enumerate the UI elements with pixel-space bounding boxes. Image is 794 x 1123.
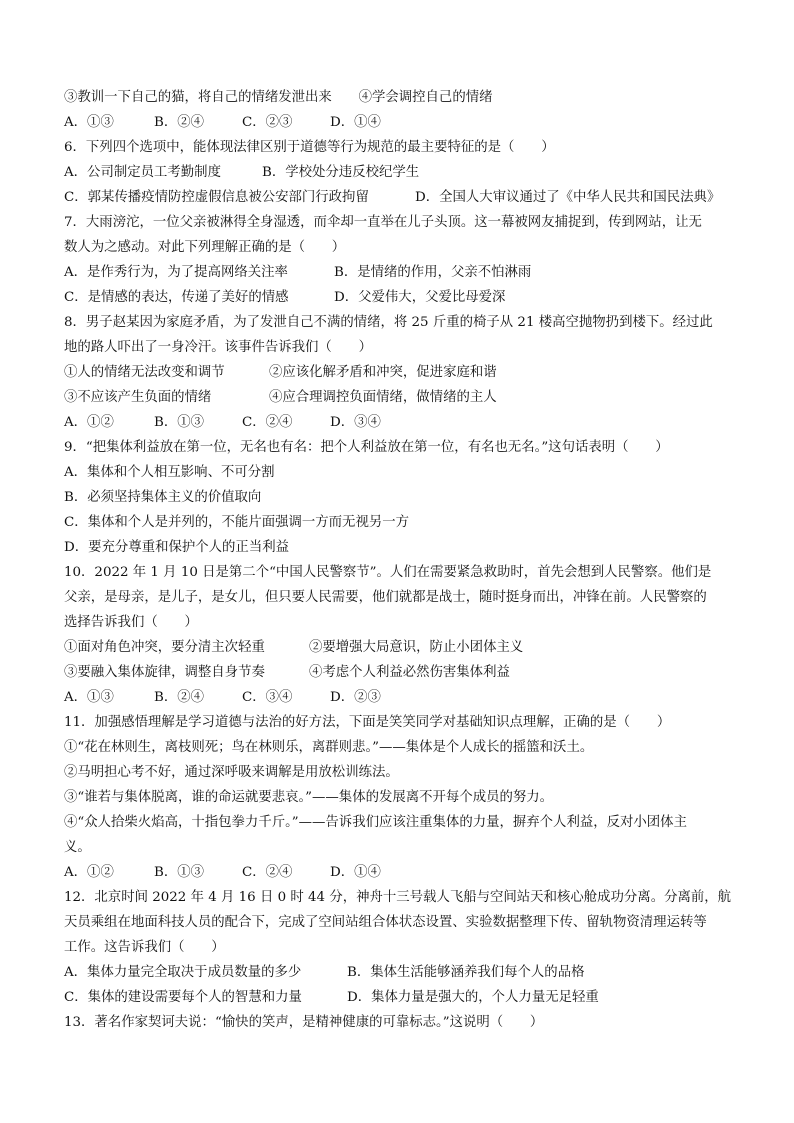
q8-statement-2: ②应该化解矛盾和冲突，促进家庭和谐 <box>269 365 497 380</box>
q10-answer-d: D．②③ <box>330 690 381 705</box>
q9-option-b: B．必须坚持集体主义的价值取向 <box>64 490 262 505</box>
q10-answer-options <box>64 688 381 708</box>
q10-stem-line-2: 父亲，是母亲，是儿子，是女儿，但只要人民需要，他们就都是战士，随时挺身而出，冲锋在前。人民警察的 <box>64 590 707 605</box>
q11-statement-1: ①“花在林则生，离枝则死；鸟在林则乐，离群则悲。”——集体是个人成长的摇篮和沃土。 <box>64 740 594 755</box>
q12-options-cd <box>64 988 599 1008</box>
q6-option-c: C．郭某传播疫情防控虚假信息被公安部门行政拘留 <box>64 190 369 205</box>
q12-option-b: B．集体生活能够涵养我们每个人的品格 <box>347 965 585 980</box>
q11-statement-3: ③“谁若与集体脱离，谁的命运就要悲哀。”——集体的发展离不开每个成员的努力。 <box>64 790 554 805</box>
q5-answer-c: C．②③ <box>242 115 293 130</box>
q10-answer-c: C．③④ <box>242 690 293 705</box>
q8-stem-line-1: 8．男子赵某因为家庭矛盾，为了发泄自己不满的情绪，将 25 斤重的椅子从 21 楼高空抛物扔到楼下。经过此 <box>64 315 713 330</box>
q11-answer-d: D．①④ <box>330 865 381 880</box>
q12-stem-line-1: 12．北京时间 2022 年 4 月 16 日 0 时 44 分，神舟十三号载人飞船与空间站天和核心舱成功分离。分离前，航 <box>64 890 732 905</box>
q10-statement-4: ④考虑个人利益必然伤害集体利益 <box>309 665 510 680</box>
q11-answer-c: C．②④ <box>242 865 293 880</box>
q9-option-c: C．集体和个人是并列的，不能片面强调一方而无视另一方 <box>64 515 410 530</box>
q8-statement-3: ③不应该产生负面的情绪 <box>64 390 212 405</box>
q11-answer-b: B．①③ <box>154 865 205 880</box>
q11-answer-options <box>64 863 381 883</box>
q6-option-d: D．全国人大审议通过了《中华人民共和国民法典》 <box>415 190 721 205</box>
q12-options-ab <box>64 963 584 983</box>
q7-stem-line-1: 7．大雨滂沱，一位父亲被淋得全身湿透，而伞却一直举在儿子头顶。这一幕被网友捕捉到，传到网站，让无 <box>64 215 702 230</box>
q10-statement-2: ②要增强大局意识，防止小团体主义 <box>309 640 524 655</box>
q5-option-line-3-4: ③教训一下自己的猫，将自己的情绪发泄出来 ④学会调控自己的情绪 <box>64 90 493 105</box>
q10-stem-line-3: 选择告诉我们（ ） <box>64 615 198 630</box>
q10-statement-1: ①面对角色冲突，要分清主次轻重 <box>64 640 265 655</box>
q5-answer-d: D．①④ <box>330 115 381 130</box>
q11-statement-4-line-1: ④“众人拾柴火焰高，十指包拳力千斤。”——告诉我们应该注重集体的力量，摒弃个人利益，反对小团体主 <box>64 815 687 830</box>
q8-answer-c: C．②④ <box>242 415 293 430</box>
q6-options-ab <box>64 163 419 183</box>
q11-answer-a: A．①② <box>64 865 114 880</box>
q12-stem-line-3: 工作。这告诉我们（ ） <box>64 940 225 955</box>
q9-stem: 9．“把集体利益放在第一位，无名也有名：把个人利益放在第一位，有名也无名。”这句话表明（ ） <box>64 440 669 455</box>
q12-option-c: C．集体的建设需要每个人的智慧和力量 <box>64 990 302 1005</box>
q13-stem: 13．著名作家契诃夫说：“愉快的笑声，是精神健康的可靠标志。”这说明（ ） <box>64 1015 544 1030</box>
q8-answer-options <box>64 413 381 433</box>
q10-answer-a: A．①③ <box>64 690 114 705</box>
q12-stem-line-2: 天员乘组在地面科技人员的配合下，完成了空间站组合体状态设置、实验数据整理下传、留轨物资清理运转等 <box>64 915 707 930</box>
q10-answer-b: B．②④ <box>154 690 205 705</box>
q10-statements-3-4 <box>64 663 510 683</box>
q8-statement-1: ①人的情绪无法改变和调节 <box>64 365 225 380</box>
q7-option-a: A．是作秀行为，为了提高网络关注率 <box>64 265 288 280</box>
q5-answer-b: B．②④ <box>154 115 205 130</box>
q10-statement-3: ③要融入集体旋律，调整自身节奏 <box>64 665 265 680</box>
q11-statement-2: ②马明担心考不好，通过深呼吸来调解是用放松训练法。 <box>64 765 399 780</box>
q8-answer-b: B．①③ <box>154 415 205 430</box>
q8-statement-4: ④应合理调控负面情绪，做情绪的主人 <box>269 390 497 405</box>
q8-stem-line-2: 地的路人吓出了一身冷汗。该事件告诉我们（ ） <box>64 340 372 355</box>
q6-option-b: B．学校处分违反校纪学生 <box>262 165 420 180</box>
q7-options-cd <box>64 288 505 308</box>
q7-options-ab <box>64 263 531 283</box>
q8-answer-d: D．③④ <box>330 415 381 430</box>
q6-stem: 6．下列四个选项中，能体现法律区别于道德等行为规范的最主要特征的是（ ） <box>64 140 555 155</box>
q12-option-d: D．集体力量是强大的，个人力量无足轻重 <box>347 990 599 1005</box>
q8-statements-1-2 <box>64 363 497 383</box>
q6-options-cd <box>64 188 720 208</box>
q9-option-d: D．要充分尊重和保护个人的正当利益 <box>64 540 289 555</box>
q7-option-b: B．是情绪的作用，父亲不怕淋雨 <box>334 265 532 280</box>
q6-option-a: A．公司制定员工考勤制度 <box>64 165 221 180</box>
q11-stem: 11．加强感悟理解是学习道德与法治的好方法，下面是笑笑同学对基础知识点理解，正确的是（ ） <box>64 715 671 730</box>
q10-stem-line-1: 10．2022 年 1 月 10 日是第二个“中国人民警察节”。人们在需要紧急救助时，首先会想到人民警察。他们是 <box>64 565 712 580</box>
q5-answer-options <box>64 113 381 133</box>
q7-option-d: D．父爱伟大，父爱比母爱深 <box>334 290 506 305</box>
q10-statements-1-2 <box>64 638 523 658</box>
q11-statement-4-line-2: 义。 <box>64 840 91 855</box>
q8-answer-a: A．①② <box>64 415 114 430</box>
q9-option-a: A．集体和个人相互影响、不可分割 <box>64 465 275 480</box>
q7-option-c: C．是情感的表达，传递了美好的情感 <box>64 290 289 305</box>
q12-option-a: A．集体力量完全取决于成员数量的多少 <box>64 965 302 980</box>
q7-stem-line-2: 数人为之感动。对此下列理解正确的是（ ） <box>64 240 346 255</box>
q8-statements-3-4 <box>64 388 497 408</box>
q5-answer-a: A．①③ <box>64 115 114 130</box>
